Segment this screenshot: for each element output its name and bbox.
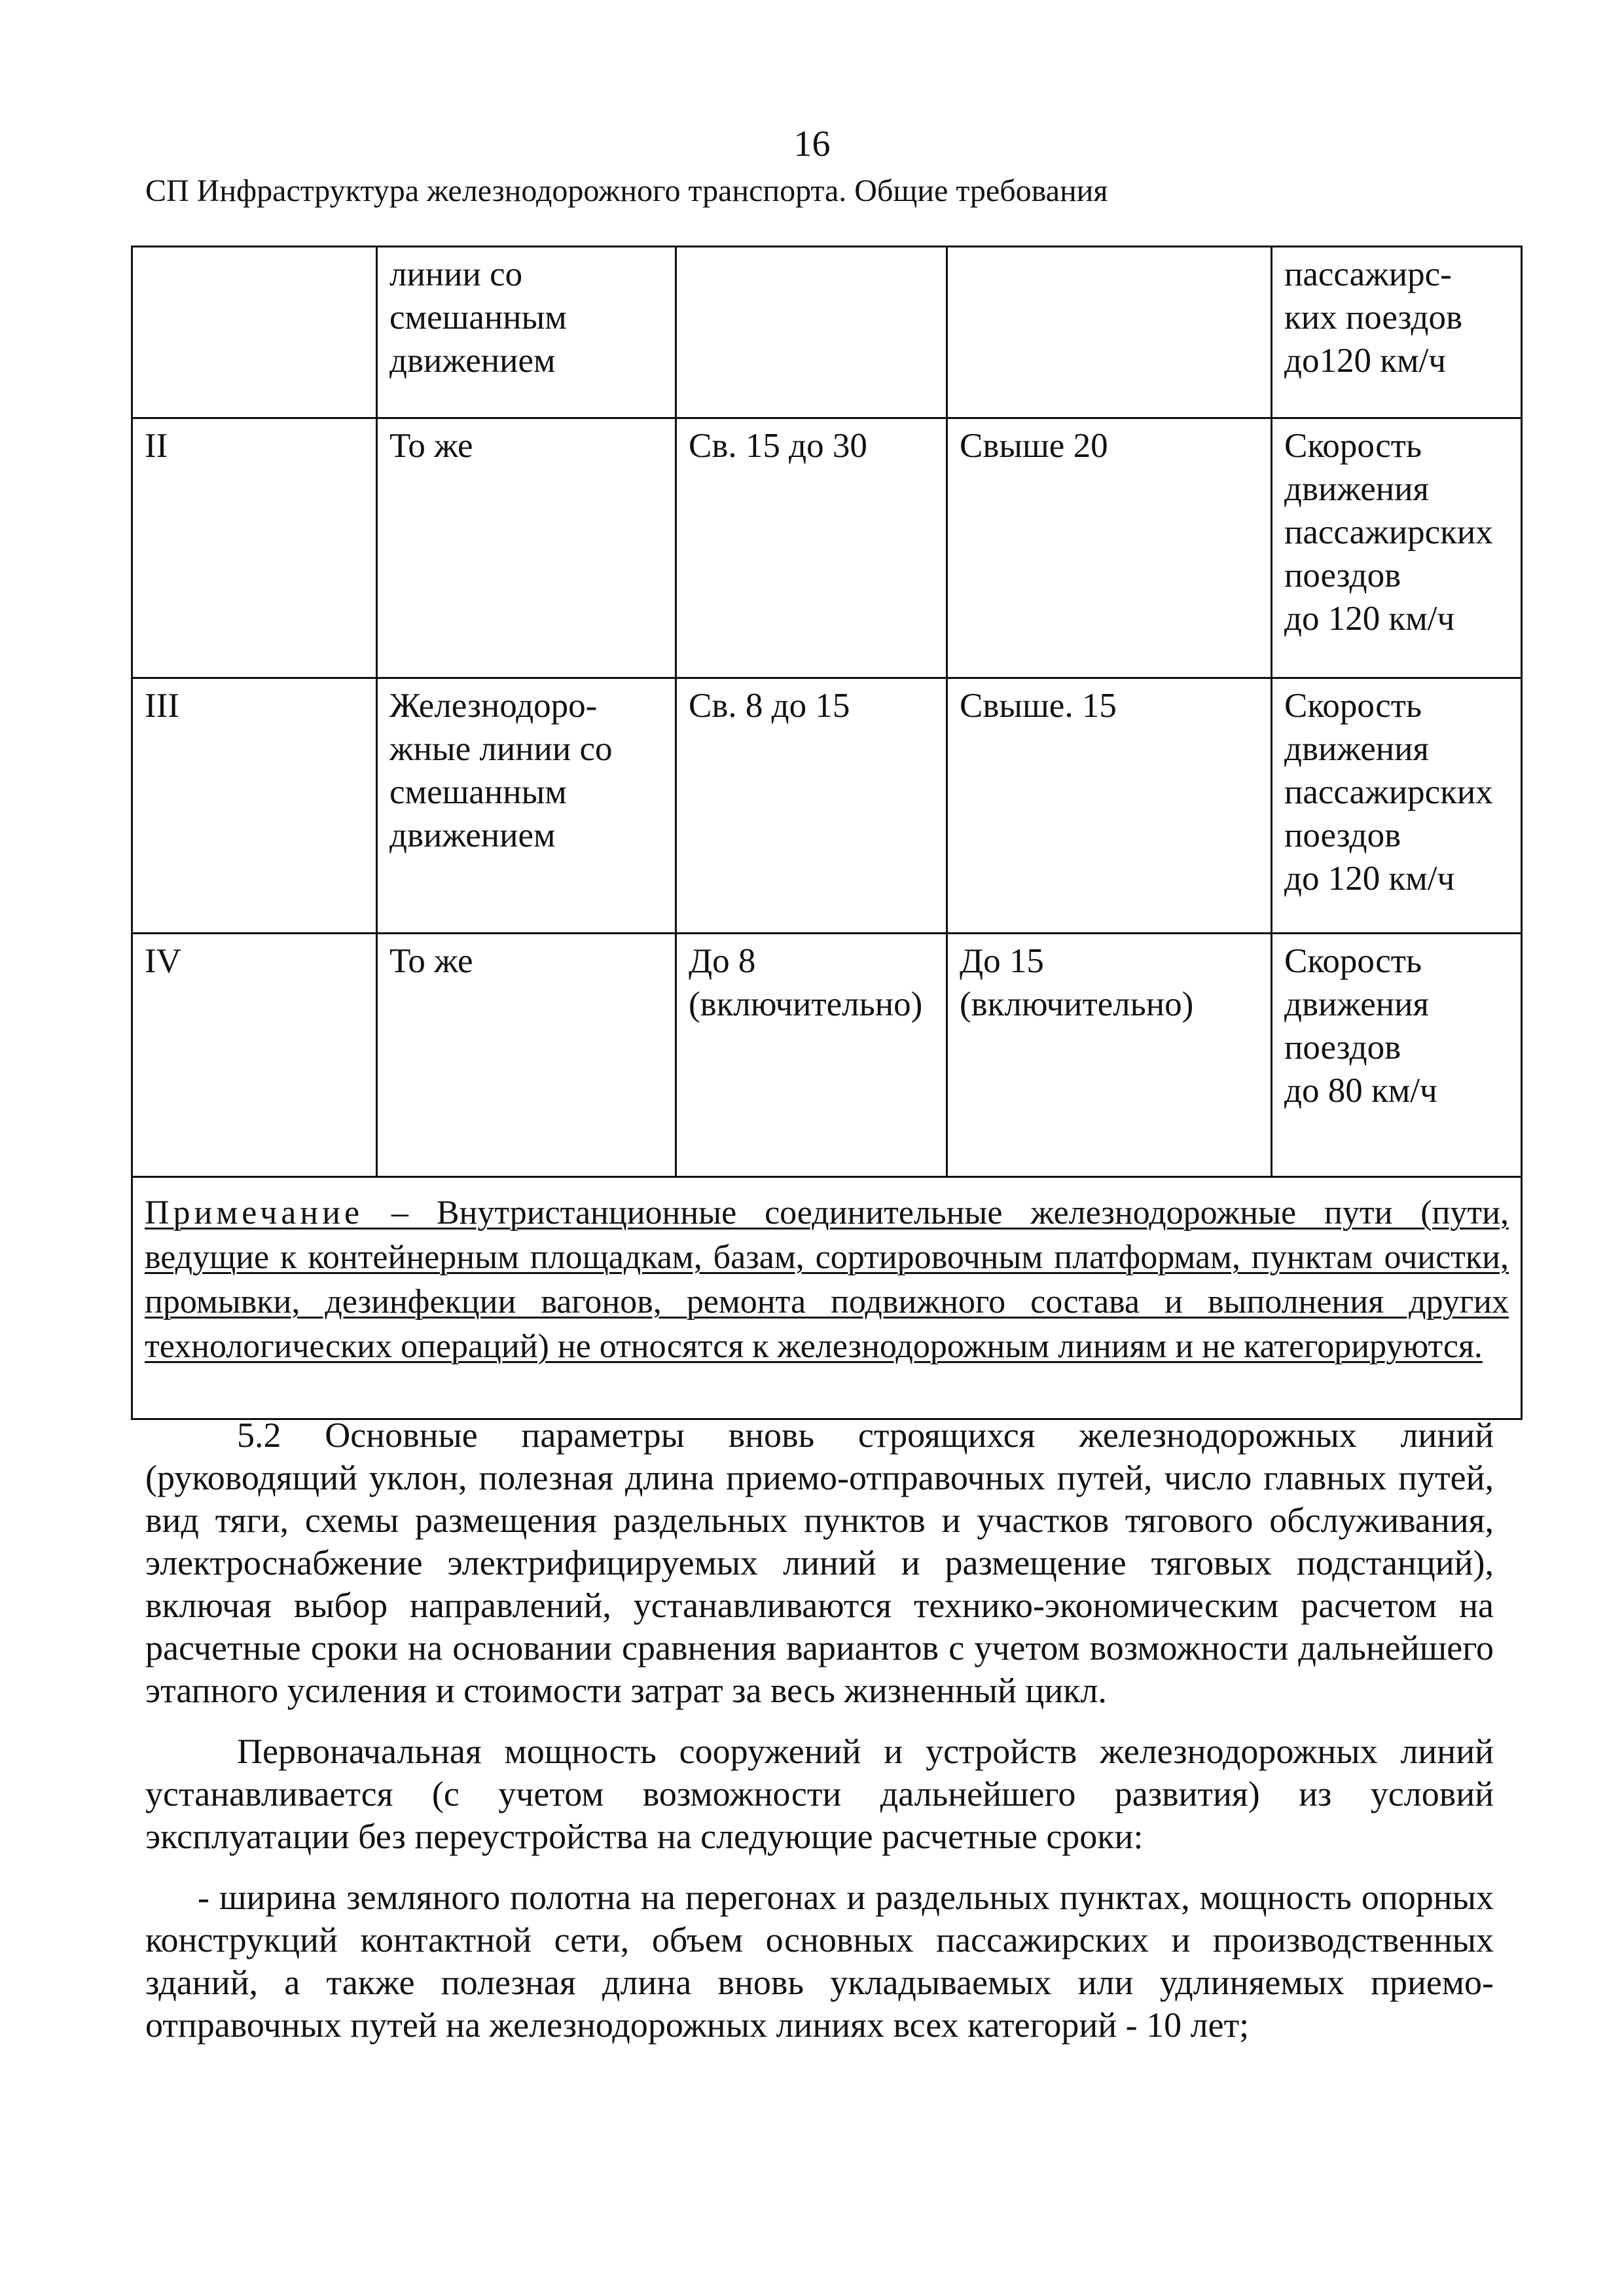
note-cell — [1272, 934, 1522, 1177]
cell-text-line: поездов — [1284, 556, 1401, 594]
footnote-text: – Внутристанционные соединительные железнодорожные пути (пути, ведущие к контейнерным площадкам, базам, сортировочным платформам, пунктам очистки, промывки, дезинфекции вагонов, ремонта подвижного состава и выполнения других технологических операций) не относятся к железнодорожным линиям и не категорируются. — [145, 1194, 1509, 1365]
cell-text-line: Св. 8 до 15 — [689, 687, 850, 725]
cell-text-line: (включительно) — [689, 985, 923, 1023]
cell-text-line: движением — [389, 342, 556, 380]
category-cell — [132, 247, 377, 418]
category-cell — [132, 934, 377, 1177]
cell-text-line: смешанным — [389, 773, 567, 811]
note-cell — [1272, 678, 1522, 934]
cell-text-line: II — [145, 427, 168, 465]
cell-text-line: линии со — [389, 255, 523, 293]
line-type-cell — [377, 418, 676, 678]
col3-cell — [676, 678, 947, 934]
cell-text-line: пассажирс- — [1284, 255, 1452, 293]
col4-cell — [947, 418, 1272, 678]
cell-text-line: Св. 15 до 30 — [689, 427, 867, 465]
page-number: 16 — [793, 124, 831, 164]
col3-cell — [676, 934, 947, 1177]
running-header-title: СП Инфраструктура железнодорожного транспорта. Общие требования — [145, 173, 1108, 208]
table-body — [132, 247, 1522, 1177]
cell-text-line: до 80 км/ч — [1284, 1072, 1437, 1110]
line-type-cell — [377, 934, 676, 1177]
cell-text-line: Скорость — [1284, 942, 1422, 980]
body-text — [145, 1414, 1494, 2065]
cell-text-line: пассажирских — [1284, 773, 1493, 811]
cell-text-line: III — [145, 687, 179, 725]
paragraph-5-2: 5.2 Основные параметры вновь строящихся железнодорожных линий (руководящий уклон, полезная длина приемо-отправочных путей, число главных путей, вид тяги, схемы размещения раздельных пунктов и участков тягового обслуживания, электроснабжение электрифицируемых линий и размещение тяговых подстанций), включая выбор направлений, устанавливаются технико-экономическим расчетом на расчетные сроки на основании сравнения вариантов с учетом возможности дальнейшего этапного усиления и стоимости затрат за весь жизненный цикл. — [145, 1415, 1494, 1710]
cell-text-line: Скорость — [1284, 427, 1422, 465]
cell-text-line: движением — [389, 816, 556, 854]
table-row — [132, 247, 1522, 418]
cell-text-line: До 8 — [689, 942, 756, 980]
cell-text-line: Железнодоро- — [389, 687, 598, 725]
cell-text-line: Свыше. 15 — [960, 687, 1117, 725]
note-cell — [1272, 418, 1522, 678]
line-type-cell — [377, 678, 676, 934]
table-row — [132, 418, 1522, 678]
cell-text-line: То же — [389, 942, 473, 980]
note-cell — [1272, 247, 1522, 418]
category-cell — [132, 678, 377, 934]
footnote-label: Примечание — [145, 1194, 364, 1231]
cell-text-line: До 15 — [960, 942, 1044, 980]
cell-text-line: движения — [1284, 470, 1429, 508]
cell-text-line: до 120 км/ч — [1284, 860, 1455, 898]
cell-text-line: жные линии со — [389, 730, 613, 768]
cell-text-line: (включительно) — [960, 985, 1194, 1023]
cell-text-line: Скорость — [1284, 687, 1422, 725]
table-row — [132, 934, 1522, 1177]
cell-text-line: поездов — [1284, 816, 1401, 854]
cell-text-line: движения — [1284, 730, 1429, 768]
cell-text-line: смешанным — [389, 299, 567, 337]
cell-text-line: движения — [1284, 985, 1429, 1023]
cell-text-line: ких поездов — [1284, 299, 1463, 337]
cell-text-line: до 120 км/ч — [1284, 600, 1455, 638]
table-footnote — [132, 1177, 1522, 1419]
col3-cell — [676, 247, 947, 418]
table-row — [132, 678, 1522, 934]
cell-text-line: Свыше 20 — [960, 427, 1108, 465]
col3-cell — [676, 418, 947, 678]
col4-cell — [947, 247, 1272, 418]
cell-text-line: IV — [145, 942, 181, 980]
cell-text-line: поездов — [1284, 1029, 1401, 1066]
cell-text-line: пассажирских — [1284, 513, 1493, 551]
cell-text-line: То же — [389, 427, 473, 465]
railway-category-table — [131, 246, 1523, 1420]
category-cell — [132, 418, 377, 678]
col4-cell — [947, 934, 1272, 1177]
list-item-roadbed-width: - ширина земляного полотна на перегонах и раздельных пунктах, мощность опорных конструкций контактной сети, объем основных пассажирских и производственных зданий, а также полезная длина вновь укладываемых или удлиняемых приемо-отправочных путей на железнодорожных линиях всех категорий - 10 лет; — [145, 1878, 1494, 2045]
cell-text-line: до120 км/ч — [1284, 342, 1446, 380]
paragraph-initial-capacity: Первоначальная мощность сооружений и устройств железнодорожных линий устанавливается (с учетом возможности дальнейшего развития) из условий эксплуатации без переустройства на следующие расчетные сроки: — [145, 1732, 1494, 1856]
col4-cell — [947, 678, 1272, 934]
line-type-cell — [377, 247, 676, 418]
